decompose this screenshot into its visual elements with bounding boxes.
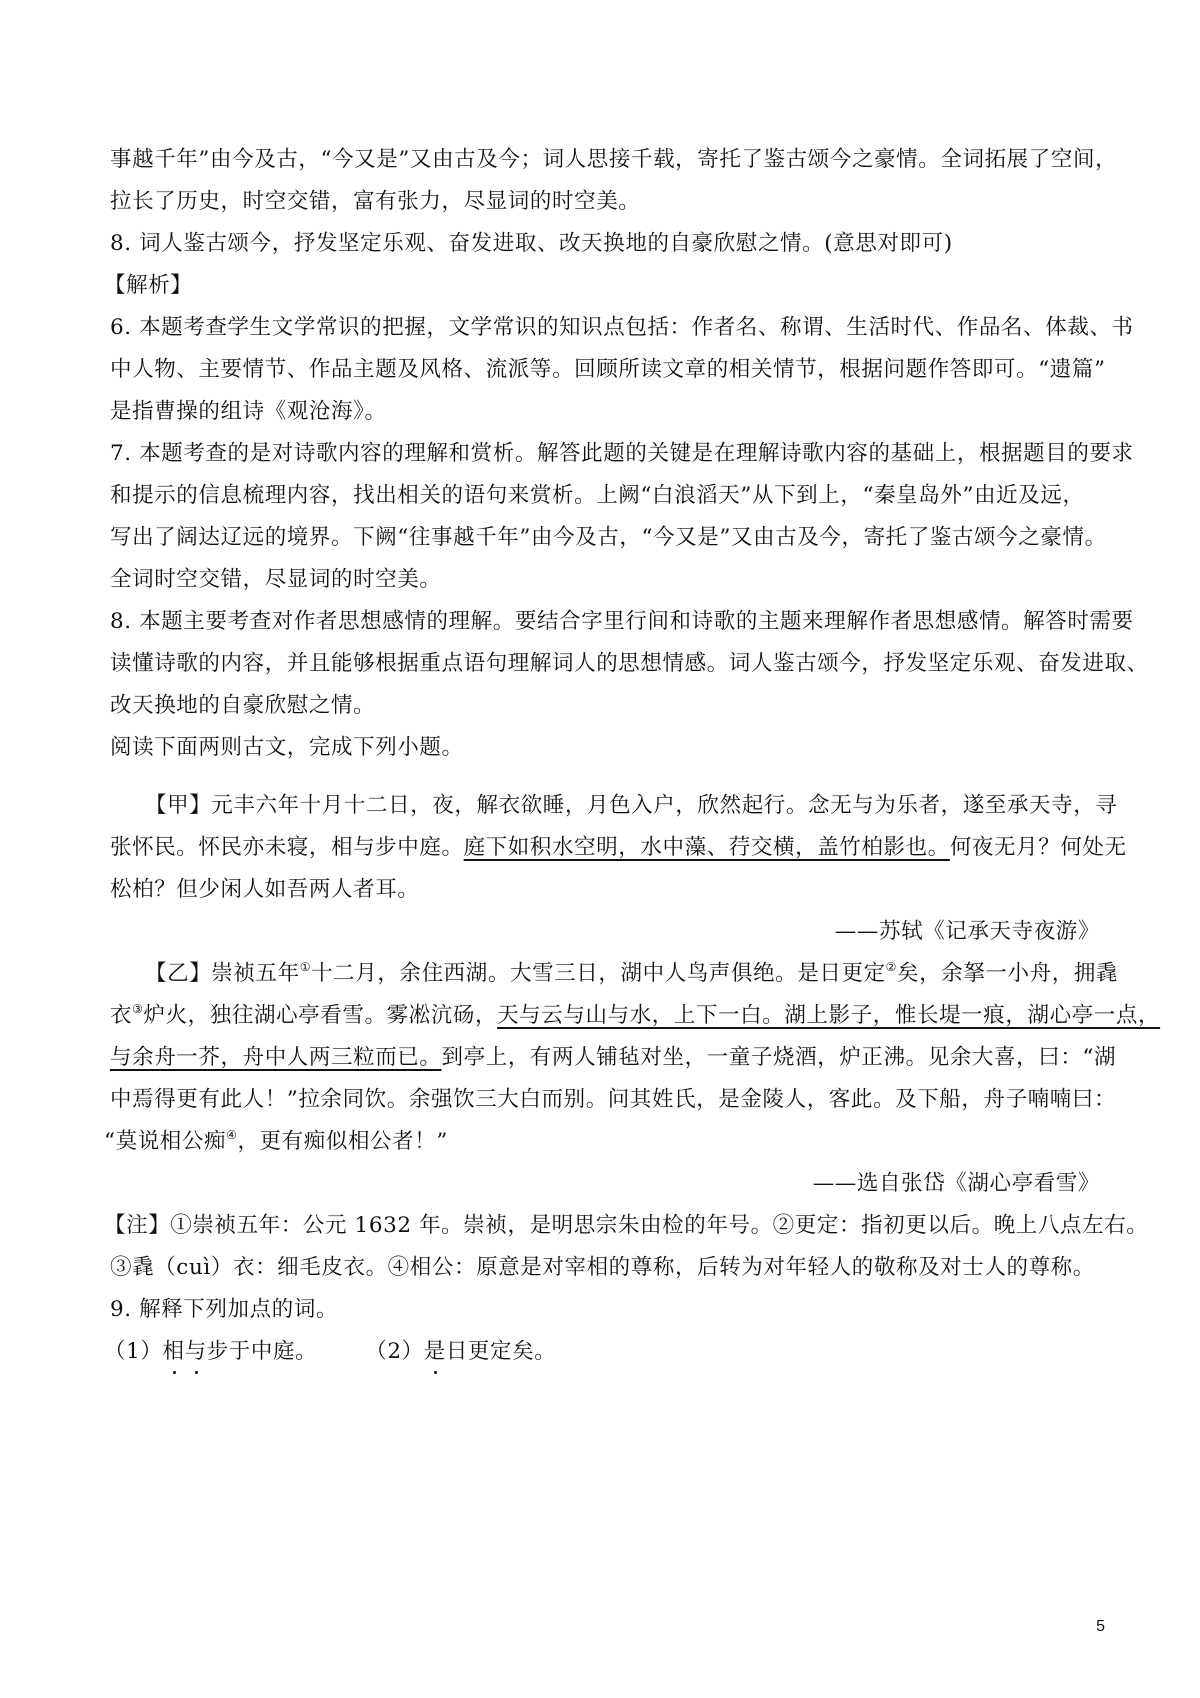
passage-jia-source: ——苏轼《记承天寺夜游》 <box>834 919 1100 944</box>
passage-yi-line: 中焉得更有此人！”拉余同饮。余强饮三大白而别。问其姓氏，是金陵人，客此。及下船，舟子喃喃曰： <box>110 1087 1117 1112</box>
answer-7-continued: 拉长了历史，时空交错，富有张力，尽显词的时空美。 <box>110 189 641 214</box>
dotted-word: 与 <box>184 1339 207 1364</box>
underlined-sentence: 天与云与山与水，上下一白。湖上影子，惟长堤一痕，湖心亭一点， <box>497 1003 1161 1028</box>
passage-yi-source: ——选自张岱《湖心亭看雪》 <box>812 1171 1100 1196</box>
answer-7-continued: 事越千年”由今及古，“今又是”又由古及今；词人思接千载，寄托了鉴古颂今之豪情。全词拓展了空间， <box>110 147 1118 172</box>
reading-intro: 阅读下面两则古文，完成下列小题。 <box>110 735 464 760</box>
notes-line: 【注】①崇祯五年：公元 1632 年。崇祯，是明思宗朱由检的年号。②更定：指初更以后。晚上八点左右。 <box>104 1213 1149 1238</box>
passage-jia-line: 张怀民。怀民亦未寝，相与步中庭。庭下如积水空明，水中藻、荇交横，盖竹柏影也。何夜无月？何处无 <box>110 835 1127 860</box>
answer-8: 8. 词人鉴古颂今，抒发坚定乐观、奋发进取、改天换地的自豪欣慰之情。(意思对即可) <box>110 231 953 256</box>
analysis-7-line: 7. 本题考查的是对诗歌内容的理解和赏析。解答此题的关键是在理解诗歌内容的基础上，根据题目的要求 <box>110 441 1134 466</box>
passage-yi-line: “莫说相公痴④，更有痴似相公者！” <box>104 1128 448 1154</box>
analysis-8-line: 8. 本题主要考查对作者思想感情的理解。要结合字里行间和诗歌的主题来理解作者思想感情。解答时需要 <box>110 609 1134 634</box>
analysis-7-line: 全词时空交错，尽显词的时空美。 <box>110 567 442 592</box>
passage-jia-line: 松柏？但少闲人如吾两人者耳。 <box>110 877 420 902</box>
analysis-heading: 【解析】 <box>104 273 193 298</box>
footnote-marker: ③ <box>132 1002 144 1016</box>
passage-yi-line: 衣③炉火，独往湖心亭看雪。雾凇沆砀，天与云与山与水，上下一白。湖上影子，惟长堤一痕，湖心亭一点， <box>110 1002 1161 1028</box>
underlined-sentence: 与余舟一芥，舟中人两三粒而已。 <box>110 1045 442 1070</box>
notes-line: ③毳（cuì）衣：细毛皮衣。④相公：原意是对宰相的尊称，后转为对年轻人的敬称及对士人的尊称。 <box>110 1255 1095 1280</box>
footnote-marker: ② <box>885 960 898 974</box>
dotted-word: 是 <box>423 1339 446 1364</box>
analysis-7-line: 和提示的信息梳理内容，找出相关的语句来赏析。上阙“白浪滔天”从下到上，“秦皇岛外”由近及远， <box>110 483 1085 508</box>
footnote-marker: ④ <box>226 1128 238 1142</box>
analysis-6-line: 中人物、主要情节、作品主题及风格、流派等。回顾所读文章的相关情节，根据问题作答即可。“遗篇” <box>110 357 1106 382</box>
underlined-sentence: 庭下如积水空明，水中藻、荇交横，盖竹柏影也。 <box>463 835 950 860</box>
dotted-word: 相 <box>162 1339 185 1364</box>
passage-yi-line: 与余舟一芥，舟中人两三粒而已。到亭上，有两人铺毡对坐，一童子烧酒，炉正沸。见余大喜，曰：“湖 <box>110 1045 1117 1070</box>
analysis-8-line: 改天换地的自豪欣慰之情。 <box>110 693 376 718</box>
analysis-8-line: 读懂诗歌的内容，并且能够根据重点语句理解词人的思想情感。词人鉴古颂今，抒发坚定乐观、奋发进取、 <box>110 651 1149 676</box>
analysis-6-line: 6. 本题考查学生文学常识的把握，文学常识的知识点包括：作者名、称谓、生活时代、作品名、体裁、书 <box>110 315 1134 340</box>
analysis-6-line: 是指曹操的组诗《观沧海》。 <box>110 399 387 424</box>
passage-yi-line: 【乙】崇祯五年①十二月，余住西湖。大雪三日，湖中人鸟声俱绝。是日更定②矣，余拏一小舟，拥毳 <box>145 960 1119 986</box>
page-number: 5 <box>1096 1618 1105 1635</box>
passage-jia-line: 【甲】元丰六年十月十二日，夜，解衣欲睡，月色入户，欣然起行。念无与为乐者，遂至承天寺，寻 <box>145 793 1118 818</box>
question-9-prompt: 9. 解释下列加点的词。 <box>110 1297 339 1322</box>
footnote-marker: ① <box>299 960 312 974</box>
question-9-items: （1）相与步于中庭。 （2）是日更定矣。 <box>104 1339 557 1364</box>
analysis-7-line: 写出了阔达辽远的境界。下阙“往事越千年”由今及古，“今又是”又由古及今，寄托了鉴古颂今之豪情。 <box>110 525 1107 550</box>
